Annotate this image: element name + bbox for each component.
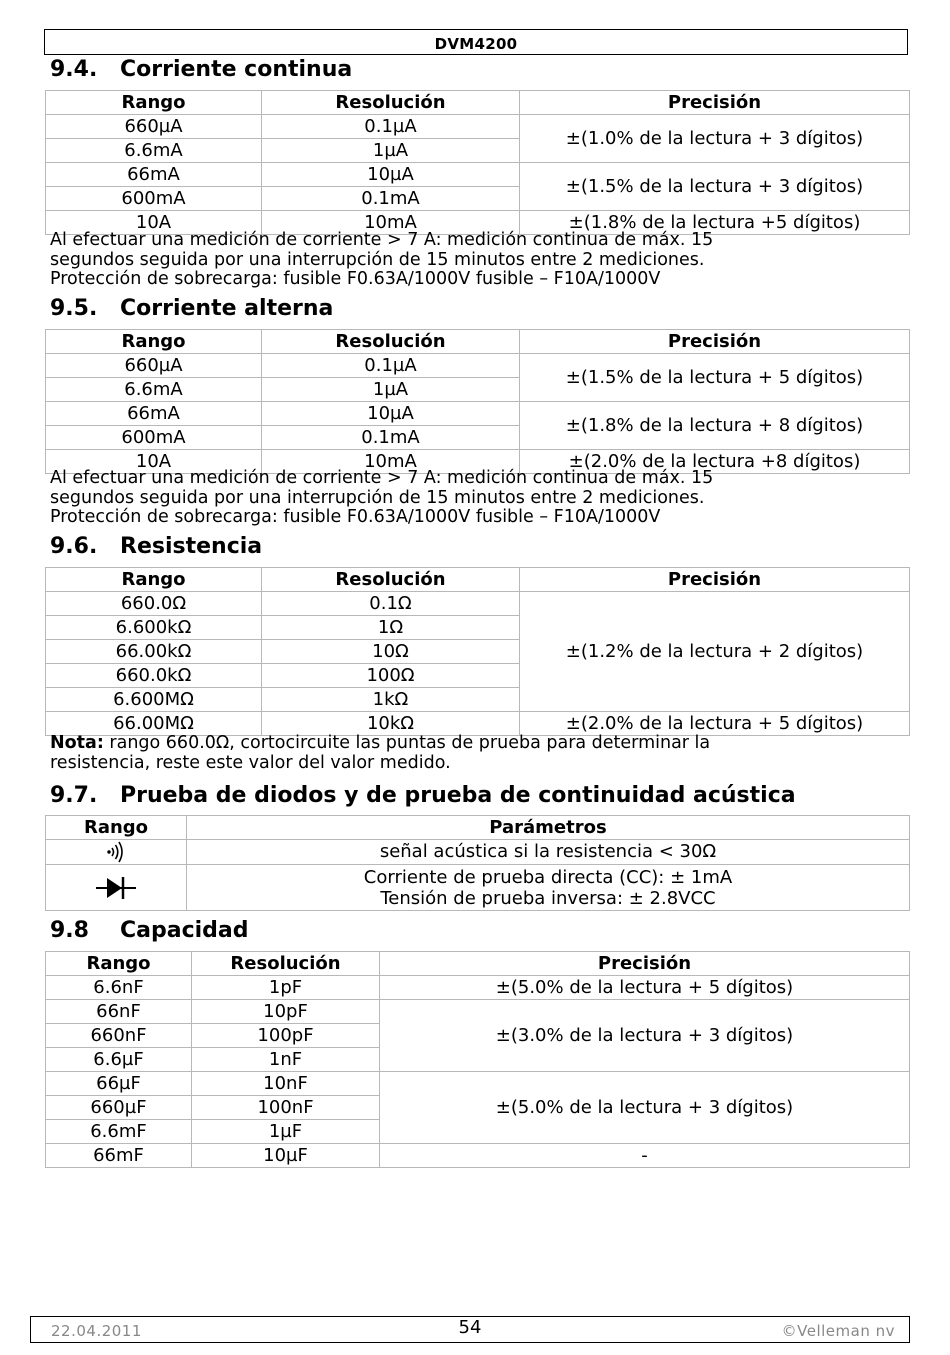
table-ac-current [45,329,910,474]
precision-cell: ±(1.5% de la lectura + 3 dígitos) [520,163,910,211]
col-header-range: Rango [46,91,262,115]
precision-cell: ±(1.8% de la lectura +5 dígitos) [520,211,910,235]
table-row [46,976,910,1000]
range-cell: 6.6mA [46,378,262,402]
precision-cell: ±(5.0% de la lectura + 5 dígitos) [380,976,910,1000]
col-header-resolution: Resolución [262,568,520,592]
range-cell: 66.00kΩ [46,640,262,664]
range-cell: 6.600kΩ [46,616,262,640]
col-header-precision: Precisión [520,568,910,592]
resolution-cell: 10Ω [262,640,520,664]
table-diode-continuity [45,815,910,911]
range-cell: 10A [46,211,262,235]
resolution-cell: 1pF [192,976,380,1000]
precision-cell: ±(3.0% de la lectura + 3 dígitos) [380,1000,910,1072]
resolution-cell: 10µA [262,402,520,426]
resolution-cell: 1µF [192,1120,380,1144]
col-header-range: Rango [46,816,187,840]
precision-cell: ±(1.5% de la lectura + 5 dígitos) [520,354,910,402]
range-cell: 66mA [46,402,262,426]
parameter-cell: señal acústica si la resistencia < 30Ω [187,840,910,865]
range-cell: 660.0Ω [46,592,262,616]
page-header [44,29,908,55]
col-header-precision: Precisión [520,91,910,115]
footer-copyright: ©Velleman nv [781,1322,895,1340]
table-row [46,712,910,736]
col-header-range: Rango [46,568,262,592]
table-resistance [45,567,910,736]
col-header-precision: Precisión [520,330,910,354]
range-cell: 6.6mA [46,139,262,163]
resolution-cell: 0.1µA [262,354,520,378]
resolution-cell: 1Ω [262,616,520,640]
parameter-cell: Corriente de prueba directa (CC): ± 1mA Tensión de prueba inversa: ± 2.8VCC [187,865,910,911]
precision-cell: ±(1.8% de la lectura + 8 dígitos) [520,402,910,450]
diode-icon [46,865,187,911]
resolution-cell: 100pF [192,1024,380,1048]
resolution-cell: 0.1mA [262,187,520,211]
precision-cell: ±(5.0% de la lectura + 3 dígitos) [380,1072,910,1144]
precision-cell: ±(2.0% de la lectura +8 dígitos) [520,450,910,474]
resolution-cell: 0.1µA [262,115,520,139]
col-header-range: Rango [46,330,262,354]
section-heading-9-5: 9.5. Corriente alterna [50,296,334,321]
precision-cell: ±(1.0% de la lectura + 3 dígitos) [520,115,910,163]
range-cell: 66mA [46,163,262,187]
note-ac-current: Al efectuar una medición de corriente > 7 A: medición continua de máx. 15 segundos seguida por una interrupción de 15 minutos entre 2 mediciones. Protección de sobrecarga: fusible F0.63A/1000V fusible – F10A/1000V [50,468,714,527]
table-row [46,115,910,139]
col-header-resolution: Resolución [192,952,380,976]
resolution-cell: 100Ω [262,664,520,688]
resolution-cell: 10µF [192,1144,380,1168]
col-header-range: Rango [46,952,192,976]
range-cell: 660µA [46,115,262,139]
precision-cell: ±(1.2% de la lectura + 2 dígitos) [520,592,910,712]
resolution-cell: 1µA [262,378,520,402]
range-cell: 660µA [46,354,262,378]
range-cell: 66.00MΩ [46,712,262,736]
section-heading-9-7: 9.7. Prueba de diodos y de prueba de continuidad acústica [50,783,796,808]
table-row [46,354,910,378]
table-dc-current [45,90,910,235]
resolution-cell: 10kΩ [262,712,520,736]
continuity-beep-icon [46,840,187,865]
range-cell: 66nF [46,1000,192,1024]
resolution-cell: 0.1Ω [262,592,520,616]
range-cell: 6.6nF [46,976,192,1000]
resolution-cell: 10nF [192,1072,380,1096]
resolution-cell: 1kΩ [262,688,520,712]
range-cell: 660µF [46,1096,192,1120]
range-cell: 6.600MΩ [46,688,262,712]
precision-cell: ±(2.0% de la lectura + 5 dígitos) [520,712,910,736]
resolution-cell: 10mA [262,450,520,474]
note-dc-current: Al efectuar una medición de corriente > 7 A: medición continua de máx. 15 segundos seguida por una interrupción de 15 minutos entre 2 mediciones. Protección de sobrecarga: fusible F0.63A/1000V fusible – F10A/1000V [50,230,714,289]
resolution-cell: 0.1mA [262,426,520,450]
table-row [46,1144,910,1168]
section-heading-9-6: 9.6. Resistencia [50,534,263,559]
range-cell: 600mA [46,187,262,211]
section-heading-9-4: 9.4. Corriente continua [50,57,353,82]
resolution-cell: 10µA [262,163,520,187]
col-header-precision: Precisión [380,952,910,976]
note-resistance: Nota: rango 660.0Ω, cortocircuite las puntas de prueba para determinar la resistencia, reste este valor del valor medido. [50,733,711,773]
col-header-resolution: Resolución [262,91,520,115]
table-row [46,1072,910,1096]
table-row [46,402,910,426]
header-title: DVM4200 [434,35,518,53]
table-row [46,163,910,187]
resolution-cell: 10pF [192,1000,380,1024]
table-capacitance [45,951,910,1168]
table-row [46,840,910,865]
page-number: 54 [458,1317,482,1338]
table-row [46,1000,910,1024]
range-cell: 66µF [46,1072,192,1096]
range-cell: 6.6mF [46,1120,192,1144]
footer-date: 22.04.2011 [51,1322,142,1340]
table-row [46,592,910,616]
range-cell: 66mF [46,1144,192,1168]
col-header-parameters: Parámetros [187,816,910,840]
resolution-cell: 100nF [192,1096,380,1120]
range-cell: 6.6µF [46,1048,192,1072]
col-header-resolution: Resolución [262,330,520,354]
resolution-cell: 1µA [262,139,520,163]
precision-cell: - [380,1144,910,1168]
range-cell: 600mA [46,426,262,450]
table-row [46,865,910,911]
range-cell: 660.0kΩ [46,664,262,688]
page-footer [30,1316,910,1343]
section-heading-9-8: 9.8 Capacidad [50,918,249,943]
resolution-cell: 10mA [262,211,520,235]
range-cell: 10A [46,450,262,474]
resolution-cell: 1nF [192,1048,380,1072]
range-cell: 660nF [46,1024,192,1048]
